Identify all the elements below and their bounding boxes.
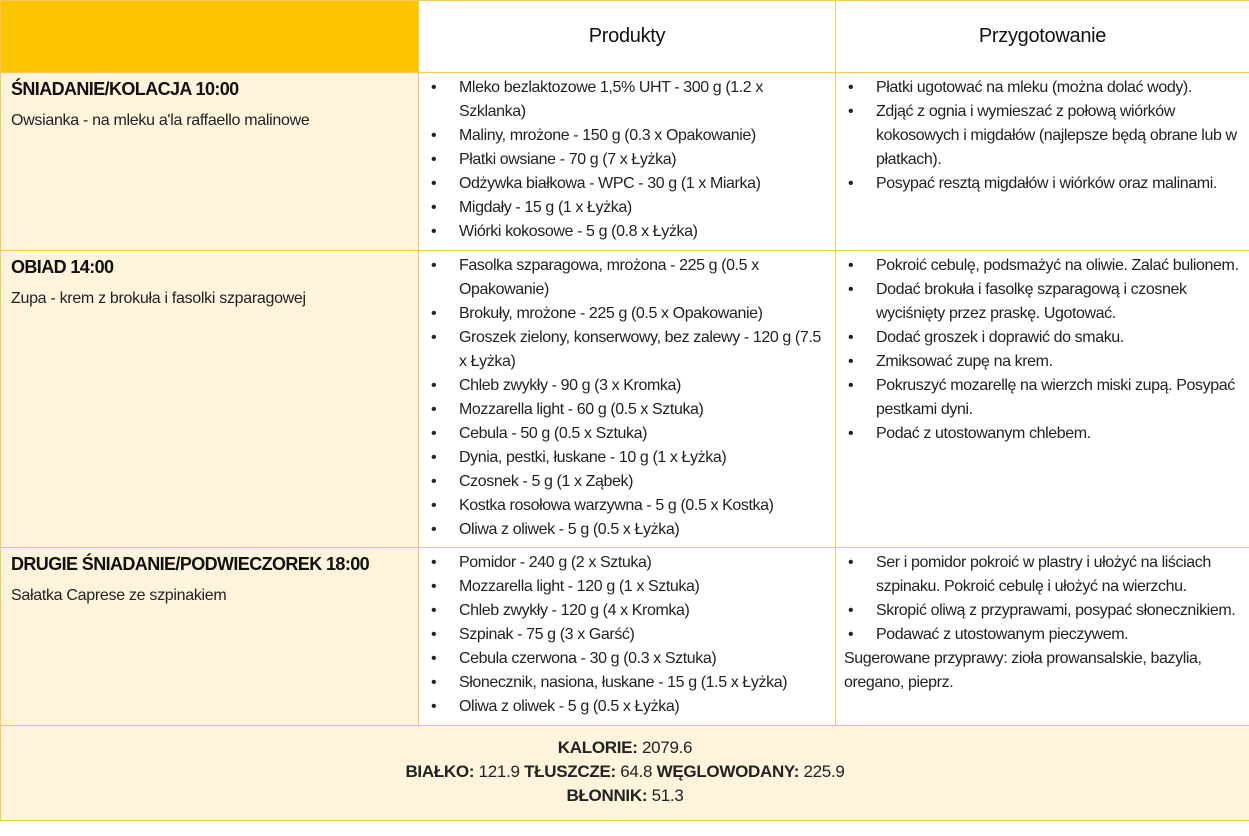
meal-info [1,548,419,726]
bullet-icon: • [848,175,854,192]
meal-row-snack [1,548,1249,726]
bullet-icon: • [848,626,854,643]
header-row [1,1,1249,73]
bullet-icon: • [431,305,437,322]
bullet-icon: • [431,497,437,514]
bullet-icon: • [431,698,437,715]
bullet-icon: • [431,377,437,394]
bullet-icon: • [431,257,437,274]
list-item: • Mozzarella light - 60 g (0.5 x Sztuka) [427,398,825,422]
list-item: • Brokuły, mrożone - 225 g (0.5 x Opakowanie) [427,302,825,326]
bullet-icon: • [848,257,854,274]
spices-note: Sugerowane przyprawy: zioła prowansalskie, bazylia, oregano, pieprz. [844,650,1202,691]
bullet-icon: • [431,151,437,168]
protein-value: 121.9 [478,762,520,781]
meal-info [1,73,419,251]
preparation-cell [836,548,1249,726]
meal-row-breakfast [1,73,1249,251]
list-item: • Zdjąć z ognia i wymieszać z połową wiórków kokosowych i migdałów (najlepsze będą obrane lub w płatkach). [844,100,1239,172]
bullet-icon: • [431,626,437,643]
list-item: • Oliwa z oliwek - 5 g (0.5 x Łyżka) [427,695,825,719]
list-item: • Pokroić cebulę, podsmażyć na oliwie. Zalać bulionem. [844,254,1239,278]
bullet-icon: • [431,602,437,619]
bullet-icon: • [431,175,437,192]
calories-line [1,736,1249,760]
bullet-icon: • [431,650,437,667]
products-header: Produkty [419,1,836,73]
bullet-icon: • [431,425,437,442]
nutrition-summary [1,726,1249,821]
list-item: • Skropić oliwą z przyprawami, posypać słonecznikiem. [844,599,1239,623]
list-item: • Zmiksować zupę na krem. [844,350,1239,374]
products-list [427,254,825,542]
bullet-icon: • [848,353,854,370]
bullet-icon: • [848,79,854,96]
list-item: • Fasolka szparagowa, mrożona - 225 g (0.5 x Opakowanie) [427,254,825,302]
list-item: • Posypać resztą migdałów i wiórków oraz malinami. [844,172,1239,196]
products-cell [419,548,836,726]
fiber-value: 51.3 [651,786,684,805]
meal-dish: Zupa - krem z brokuła i fasolki szparagowej [11,290,306,307]
list-item: • Kostka rosołowa warzywna - 5 g (0.5 x Kostka) [427,494,825,518]
products-cell [419,251,836,548]
meal-dish: Sałatka Caprese ze szpinakiem [11,587,227,604]
products-list [427,551,825,719]
header-corner [1,1,419,73]
preparation-header: Przygotowanie [836,1,1249,73]
summary-row [1,726,1249,821]
list-item: • Odżywka białkowa - WPC - 30 g (1 x Miarka) [427,172,825,196]
carbs-label: WĘGLOWODANY: [656,762,800,781]
products-cell [419,73,836,251]
bullet-icon: • [431,521,437,538]
meal-name: OBIAD 14:00 [11,257,114,277]
bullet-icon: • [431,401,437,418]
list-item: • Słonecznik, nasiona, łuskane - 15 g (1.5 x Łyżka) [427,671,825,695]
list-item: • Podawać z utostowanym pieczywem. [844,623,1239,647]
list-item: • Płatki ugotować na mleku (można dolać wody). [844,76,1239,100]
bullet-icon: • [848,103,854,120]
bullet-icon: • [848,425,854,442]
bullet-icon: • [848,377,854,394]
bullet-icon: • [431,199,437,216]
meal-row-lunch [1,251,1249,548]
list-item: • Podać z utostowanym chlebem. [844,422,1239,446]
fat-label: TŁUSZCZE: [524,762,616,781]
meal-info [1,251,419,548]
meal-dish: Owsianka - na mleku a'la raffaello malinowe [11,112,310,129]
calories-value: 2079.6 [642,738,693,757]
fiber-line [1,784,1249,808]
calories-label: KALORIE: [557,738,638,757]
list-item: • Ser i pomidor pokroić w plastry i ułożyć na liściach szpinaku. Pokroić cebulę i ułożyć na wierzchu. [844,551,1239,599]
bullet-icon: • [431,554,437,571]
list-item: • Pomidor - 240 g (2 x Sztuka) [427,551,825,575]
list-item: • Dodać groszek i doprawić do smaku. [844,326,1239,350]
preparation-cell [836,73,1249,251]
list-item: • Migdały - 15 g (1 x Łyżka) [427,196,825,220]
bullet-icon: • [431,674,437,691]
bullet-icon: • [848,281,854,298]
bullet-icon: • [848,602,854,619]
list-item: • Dodać brokuła i fasolkę szparagową i czosnek wyciśnięty przez praskę. Ugotować. [844,278,1239,326]
bullet-icon: • [431,79,437,96]
list-item: • Mleko bezlaktozowe 1,5% UHT - 300 g (1.2 x Szklanka) [427,76,825,124]
list-item: • Oliwa z oliwek - 5 g (0.5 x Łyżka) [427,518,825,542]
meal-name: ŚNIADANIE/KOLACJA 10:00 [11,79,239,99]
bullet-icon: • [431,473,437,490]
bullet-icon: • [431,223,437,240]
steps-list [844,551,1239,647]
bullet-icon: • [848,329,854,346]
list-item: • Czosnek - 5 g (1 x Ząbek) [427,470,825,494]
list-item: • Pokruszyć mozarellę na wierzch miski zupą. Posypać pestkami dyni. [844,374,1239,422]
list-item: • Chleb zwykły - 120 g (4 x Kromka) [427,599,825,623]
fiber-label: BŁONNIK: [566,786,648,805]
bullet-icon: • [431,127,437,144]
list-item: • Płatki owsiane - 70 g (7 x Łyżka) [427,148,825,172]
list-item: • Groszek zielony, konserwowy, bez zalewy - 120 g (7.5 x Łyżka) [427,326,825,374]
list-item: • Chleb zwykły - 90 g (3 x Kromka) [427,374,825,398]
steps-list [844,254,1239,446]
protein-label: BIAŁKO: [405,762,475,781]
list-item: • Wiórki kokosowe - 5 g (0.8 x Łyżka) [427,220,825,244]
bullet-icon: • [848,554,854,571]
list-item: • Mozzarella light - 120 g (1 x Sztuka) [427,575,825,599]
list-item: • Cebula czerwona - 30 g (0.3 x Sztuka) [427,647,825,671]
products-list [427,76,825,244]
list-item: • Cebula - 50 g (0.5 x Sztuka) [427,422,825,446]
bullet-icon: • [431,329,437,346]
preparation-cell [836,251,1249,548]
list-item: • Szpinak - 75 g (3 x Garść) [427,623,825,647]
macros-line [1,760,1249,784]
list-item: • Maliny, mrożone - 150 g (0.3 x Opakowanie) [427,124,825,148]
fat-value: 64.8 [620,762,653,781]
steps-list [844,76,1239,196]
bullet-icon: • [431,449,437,466]
meal-name: DRUGIE ŚNIADANIE/PODWIECZOREK 18:00 [11,554,370,574]
carbs-value: 225.9 [803,762,845,781]
bullet-icon: • [431,578,437,595]
list-item: • Dynia, pestki, łuskane - 10 g (1 x Łyżka) [427,446,825,470]
